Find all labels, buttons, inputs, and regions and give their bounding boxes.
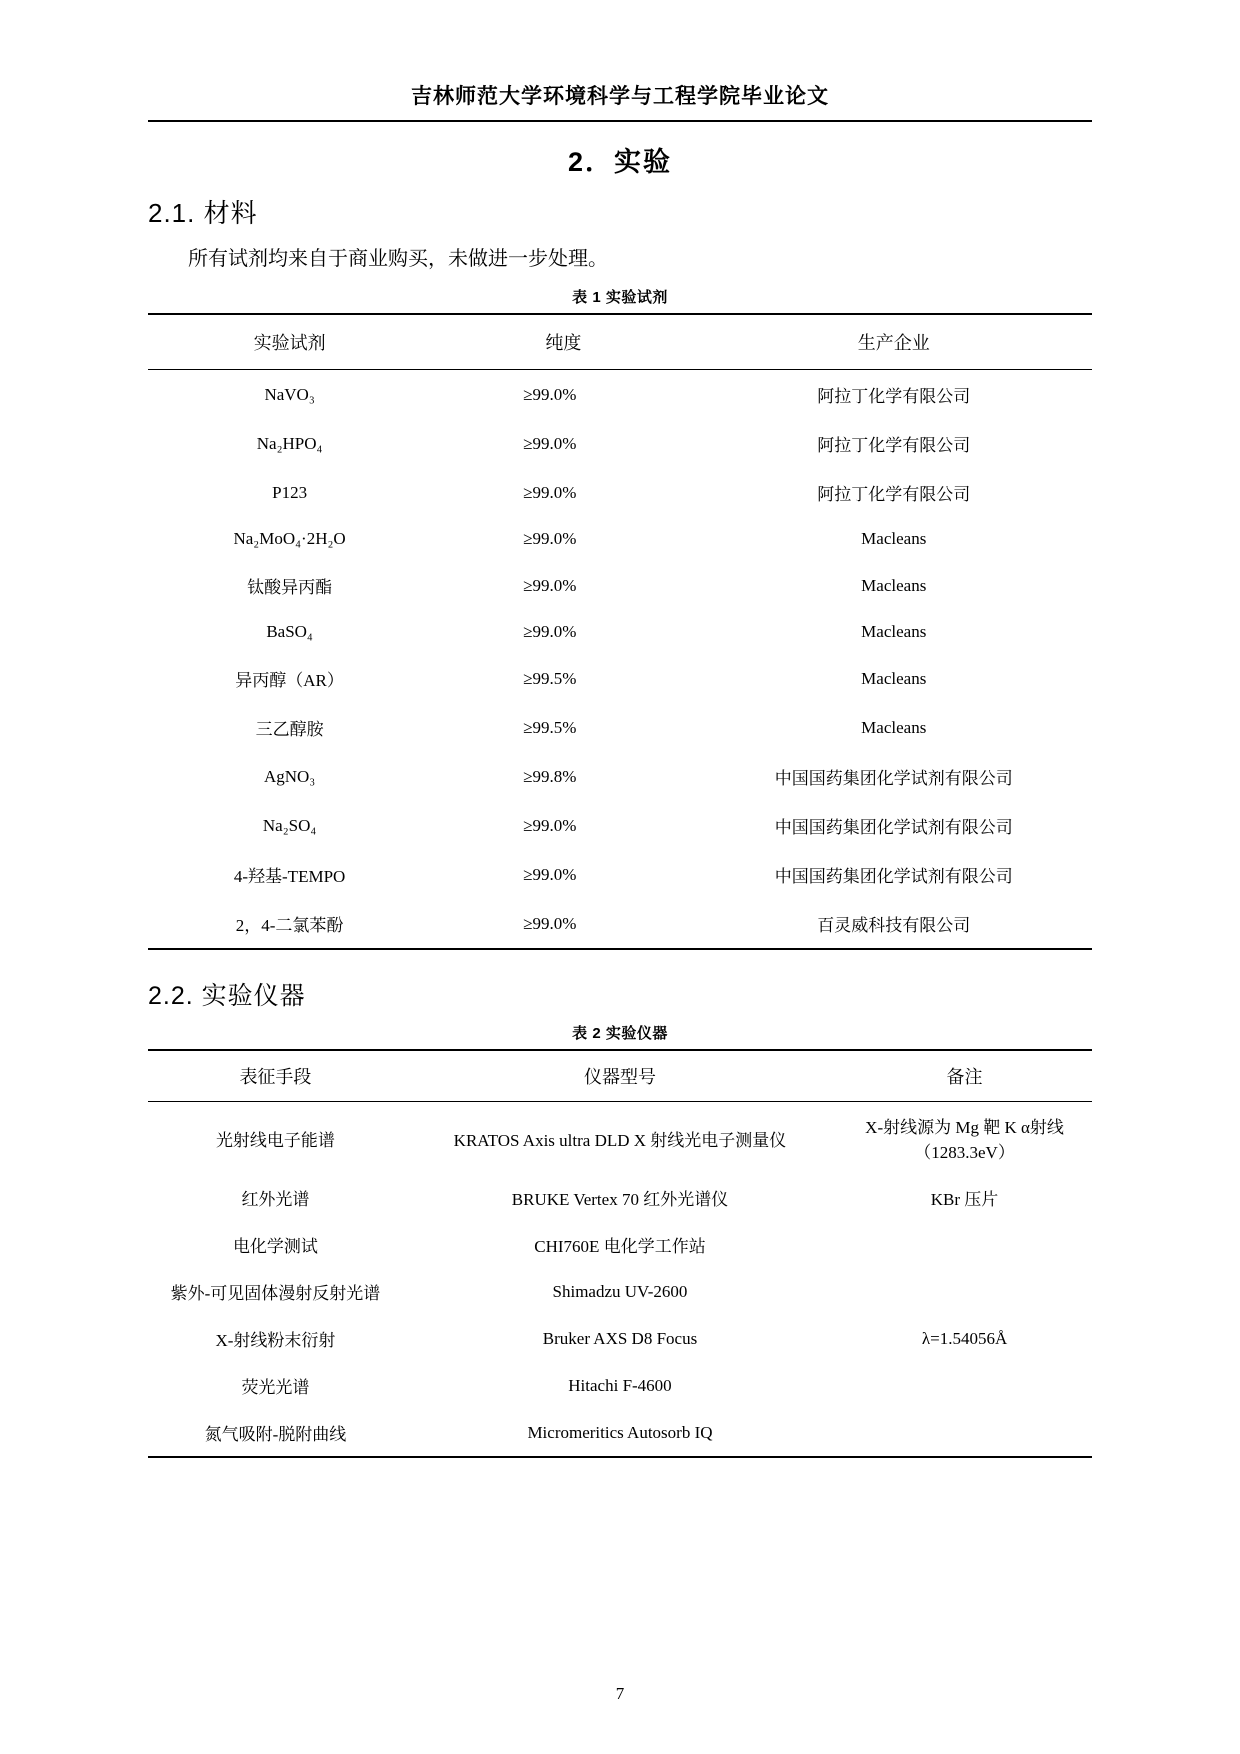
page-header-title: 吉林师范大学环境科学与工程学院毕业论文 xyxy=(411,85,829,108)
materials-paragraph: 所有试剂均来自于商业购买，未做进一步处理。 xyxy=(188,248,608,270)
cell-reagent: AgNO₃ xyxy=(263,766,316,786)
section-heading-materials: 2.1. 材料 xyxy=(148,198,258,228)
table-row xyxy=(148,517,1092,561)
table-row xyxy=(148,1268,1092,1315)
cell-manufacturer: 中国国药集团化学试剂有限公司 xyxy=(774,867,1013,886)
cell-method: 紫外-可见固体漫射反射光谱 xyxy=(170,1284,381,1303)
cell-manufacturer: 阿拉丁化学有限公司 xyxy=(817,485,971,504)
cell-reagent: P123 xyxy=(272,482,308,502)
table2-header-method: 表征手段 xyxy=(148,1050,403,1102)
cell-reagent: 钛酸异丙酯 xyxy=(247,578,333,597)
table-row xyxy=(148,370,1092,420)
cell-model: Bruker AXS D8 Focus xyxy=(542,1328,698,1348)
table-row xyxy=(148,801,1092,850)
cell-method: 光射线电子能谱 xyxy=(215,1130,335,1150)
table1-header-manufacturer: 生产企业 xyxy=(696,314,1093,370)
table-row xyxy=(148,1315,1092,1362)
cell-reagent: 异丙醇（AR） xyxy=(235,671,344,690)
table2-header-model: 仪器型号 xyxy=(403,1050,837,1102)
cell-reagent: 4-羟基-TEMPO xyxy=(233,867,346,886)
cell-reagent: Na₂SO₄ xyxy=(262,815,317,835)
section-heading-instruments: 2.2. 实验仪器 xyxy=(148,982,306,1010)
cell-remark: X-射线源为 Mg 靶 K α射线（1283.3eV） xyxy=(865,1118,1064,1162)
table-row xyxy=(148,1409,1092,1457)
cell-purity: ≥99.0% xyxy=(523,575,577,595)
chapter-title: 2．实验 xyxy=(567,147,673,177)
cell-reagent: 三乙醇胺 xyxy=(255,720,324,739)
table-row xyxy=(148,850,1092,899)
cell-manufacturer: 中国国药集团化学试剂有限公司 xyxy=(774,818,1013,837)
cell-remark: λ=1.54056Å xyxy=(921,1328,1008,1348)
table-row xyxy=(148,654,1092,703)
cell-manufacturer: 中国国药集团化学试剂有限公司 xyxy=(774,769,1013,788)
reagents-table xyxy=(148,313,1092,950)
table-row xyxy=(148,899,1092,949)
cell-model: CHI760E 电化学工作站 xyxy=(534,1237,706,1256)
cell-purity: ≥99.0% xyxy=(523,622,577,641)
cell-purity: ≥99.0% xyxy=(523,864,577,884)
cell-remark: KBr 压片 xyxy=(930,1190,999,1209)
cell-model: Shimadzu UV-2600 xyxy=(552,1281,688,1301)
cell-manufacturer: Macleans xyxy=(861,529,927,548)
cell-reagent: BaSO₄ xyxy=(266,622,313,641)
table-header-row xyxy=(148,314,1092,370)
table2-caption: 表 2 实验仪器 xyxy=(572,1025,668,1042)
table-row xyxy=(148,468,1092,517)
table2-body xyxy=(148,1102,1092,1458)
cell-remark xyxy=(837,1268,1092,1315)
cell-manufacturer: Macleans xyxy=(861,717,927,737)
cell-purity: ≥99.0% xyxy=(523,433,577,453)
cell-manufacturer: 阿拉丁化学有限公司 xyxy=(817,436,971,455)
cell-method: 电化学测试 xyxy=(232,1237,318,1256)
cell-reagent: Na₂MoO₄·2H₂O xyxy=(233,529,346,548)
table-row xyxy=(148,610,1092,654)
cell-purity: ≥99.0% xyxy=(523,384,577,404)
cell-model: Hitachi F-4600 xyxy=(568,1375,672,1395)
cell-reagent: 2，4-二氯苯酚 xyxy=(235,916,344,935)
cell-method: 红外光谱 xyxy=(241,1190,310,1209)
cell-reagent: Na₂HPO₄ xyxy=(256,433,323,453)
page-number: 7 xyxy=(615,1684,625,1703)
table-header-row xyxy=(148,1050,1092,1102)
cell-remark xyxy=(837,1362,1092,1409)
cell-purity: ≥99.0% xyxy=(523,529,577,548)
table-row xyxy=(148,752,1092,801)
cell-method: 荧光光谱 xyxy=(241,1378,310,1397)
cell-reagent: NaVO₃ xyxy=(264,384,315,404)
table1-header-reagent: 实验试剂 xyxy=(148,314,431,370)
cell-manufacturer: 百灵威科技有限公司 xyxy=(817,916,971,935)
table-row xyxy=(148,1174,1092,1221)
table1-body xyxy=(148,370,1092,950)
table-row xyxy=(148,703,1092,752)
cell-purity: ≥99.0% xyxy=(523,482,577,502)
cell-manufacturer: Macleans xyxy=(861,575,927,595)
cell-purity: ≥99.5% xyxy=(523,717,577,737)
cell-remark xyxy=(837,1409,1092,1457)
table-row xyxy=(148,1362,1092,1409)
cell-purity: ≥99.5% xyxy=(523,668,577,688)
table1-caption: 表 1 实验试剂 xyxy=(572,289,668,306)
cell-remark xyxy=(837,1221,1092,1268)
table2-header-remark: 备注 xyxy=(837,1050,1092,1102)
cell-purity: ≥99.8% xyxy=(523,766,577,786)
cell-model: KRATOS Axis ultra DLD X 射线光电子测量仪 xyxy=(453,1130,787,1150)
cell-purity: ≥99.0% xyxy=(523,815,577,835)
table-row xyxy=(148,1221,1092,1268)
header-divider xyxy=(148,120,1092,122)
table-row xyxy=(148,419,1092,468)
cell-method: 氮气吸附-脱附曲线 xyxy=(204,1425,347,1444)
table1-header-purity: 纯度 xyxy=(431,314,695,370)
cell-model: BRUKE Vertex 70 红外光谱仪 xyxy=(511,1190,729,1209)
instruments-table xyxy=(148,1049,1092,1458)
cell-manufacturer: Macleans xyxy=(861,668,927,688)
table-row xyxy=(148,561,1092,610)
table-row xyxy=(148,1102,1092,1175)
cell-manufacturer: Macleans xyxy=(861,622,927,641)
cell-manufacturer: 阿拉丁化学有限公司 xyxy=(817,387,971,406)
cell-model: Micromeritics Autosorb IQ xyxy=(527,1422,713,1442)
cell-purity: ≥99.0% xyxy=(523,913,577,933)
cell-method: X-射线粉末衍射 xyxy=(215,1331,336,1350)
